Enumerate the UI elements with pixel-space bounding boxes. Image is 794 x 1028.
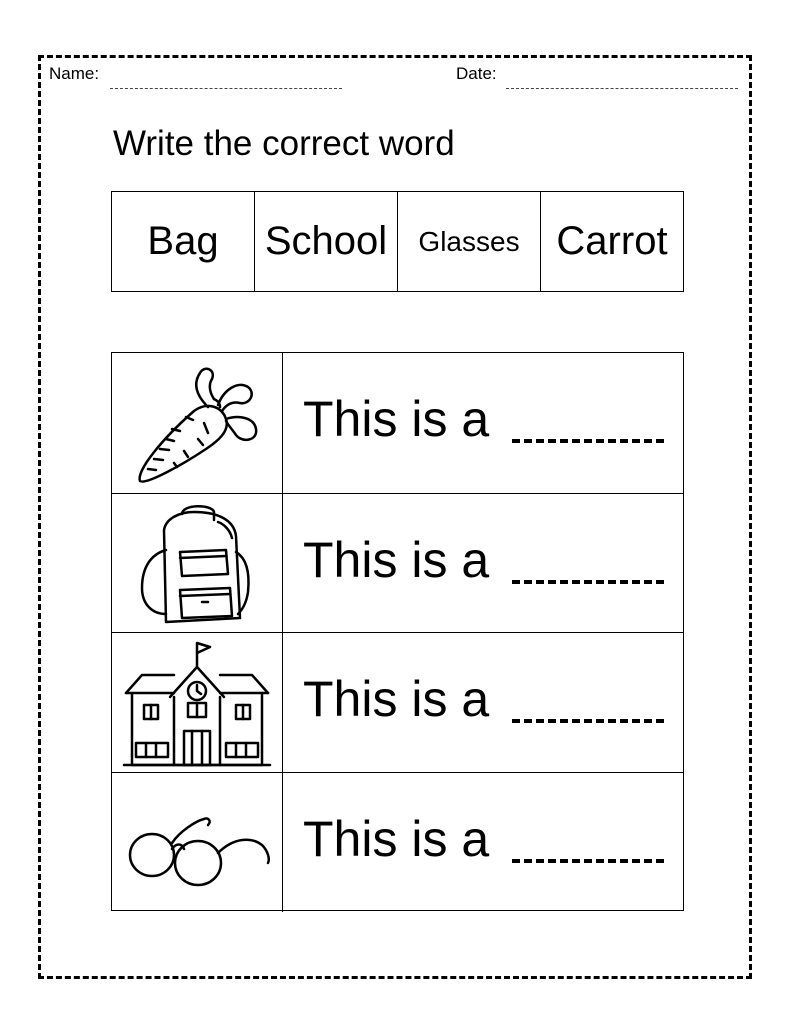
- picture-cell: [112, 353, 283, 493]
- exercise-row: [112, 632, 683, 773]
- answer-blank[interactable]: [512, 859, 664, 863]
- answer-blank[interactable]: [512, 439, 664, 443]
- sentence-text: This is a: [303, 671, 490, 727]
- name-label: Name:: [49, 64, 100, 83]
- carrot-icon: [122, 359, 272, 487]
- backpack-icon: [122, 500, 272, 628]
- sentence-text: This is a: [303, 531, 490, 588]
- word-bank-item: Carrot: [556, 219, 668, 263]
- school-building-icon: [122, 639, 272, 767]
- picture-cell: [112, 494, 283, 634]
- eyeglasses-icon: [122, 779, 272, 907]
- answer-blank[interactable]: [512, 580, 664, 584]
- exercise-table: [111, 352, 684, 911]
- sentence-text: This is a: [303, 391, 490, 447]
- picture-cell: [112, 633, 283, 773]
- word-bank-item: Bag: [112, 192, 255, 291]
- exercise-row: [112, 772, 683, 913]
- exercise-row: [112, 353, 683, 493]
- date-label: Date:: [456, 64, 497, 83]
- sentence-text: This is a: [303, 810, 490, 867]
- name-field[interactable]: [110, 88, 342, 89]
- answer-blank[interactable]: [512, 719, 664, 723]
- word-bank: [111, 191, 684, 292]
- date-field[interactable]: [506, 88, 738, 89]
- word-bank-item: Glasses: [398, 192, 541, 291]
- page-title: Write the correct word: [113, 124, 455, 163]
- picture-cell: [112, 773, 283, 913]
- word-bank-item: School: [255, 192, 398, 291]
- exercise-row: [112, 493, 683, 634]
